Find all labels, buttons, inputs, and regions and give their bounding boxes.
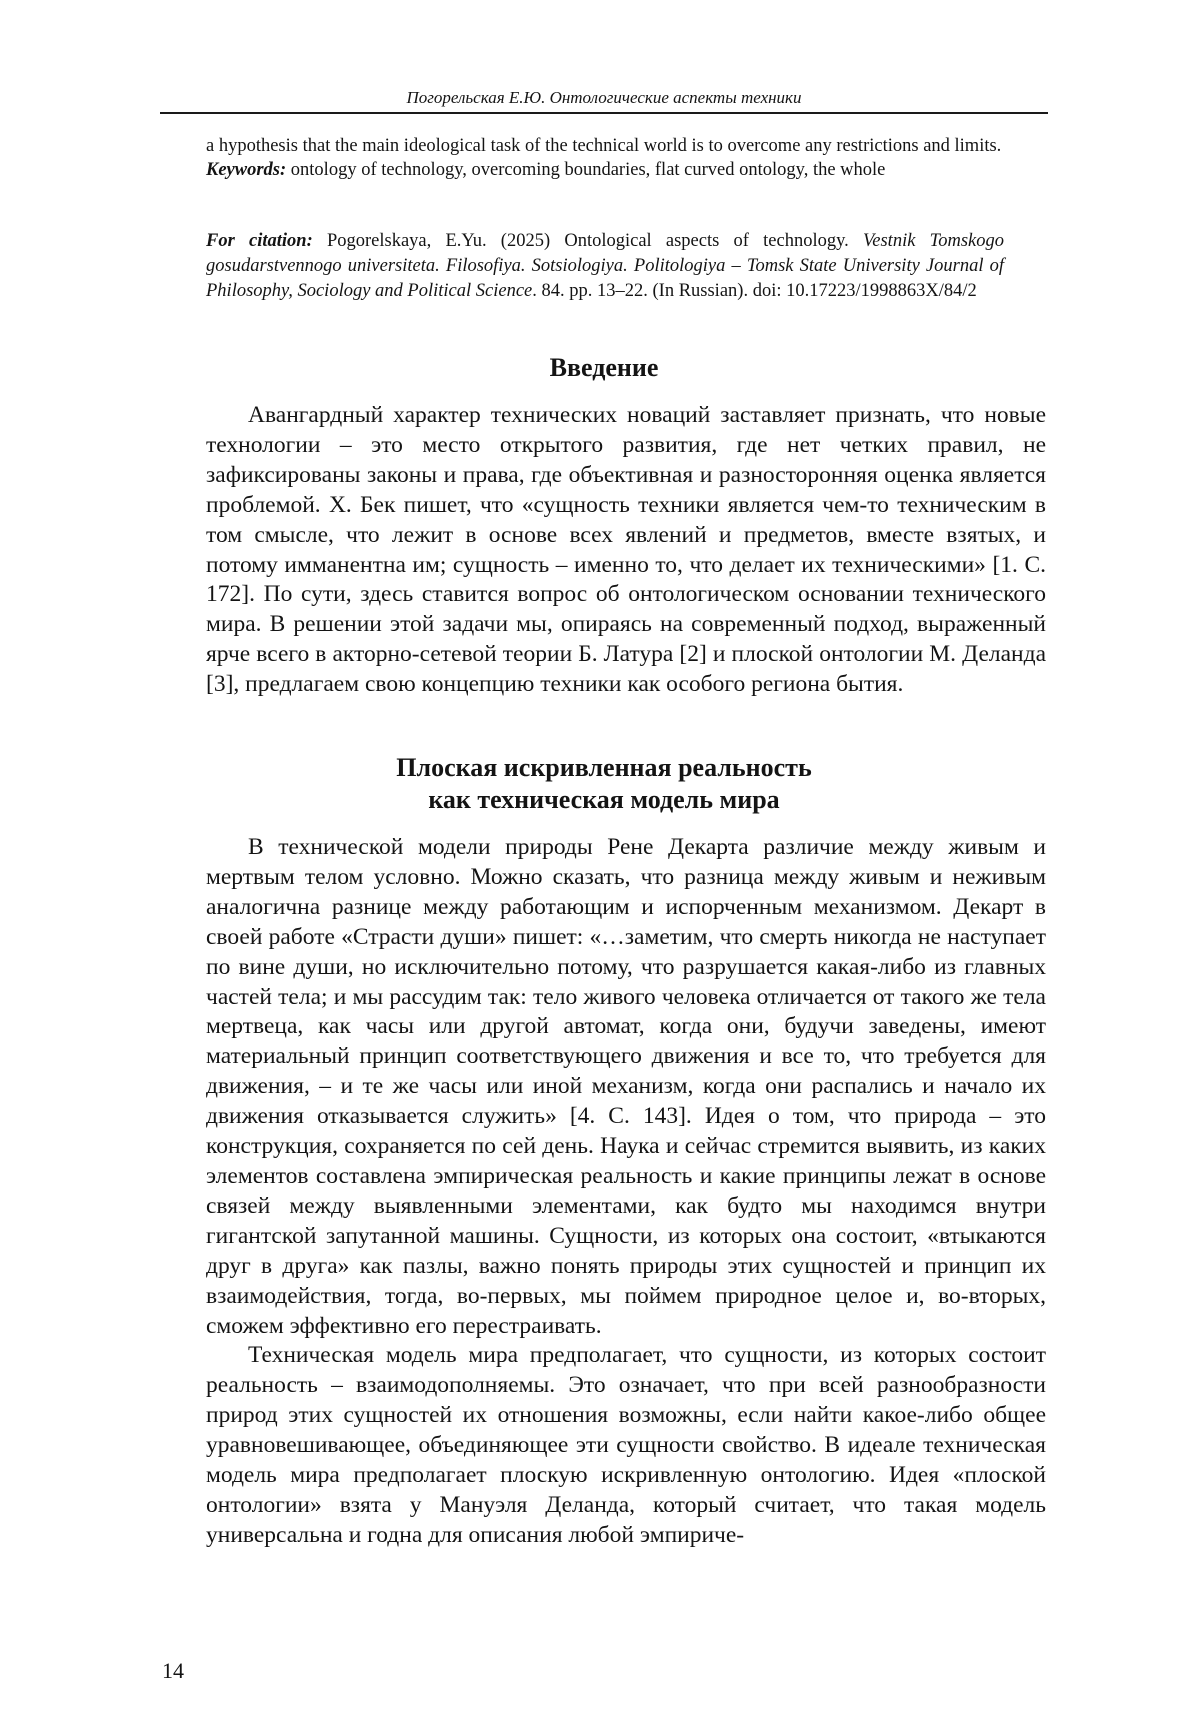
citation-details: . 84. pp. 13–22. (In Russian). doi: 10.17223/1998863X/84/2	[532, 281, 977, 301]
citation	[206, 229, 1004, 304]
header-rule	[160, 112, 1048, 114]
abstract-tail	[206, 134, 1004, 182]
page-number: 14	[162, 1658, 184, 1683]
keywords-list: ontology of technology, overcoming boundaries, flat curved ontology, the whole	[286, 160, 886, 180]
citation-journal: Vestnik Tomskogo gosudarstvennogo universiteta. Filosofiya. Sotsiologiya. Politologiya – Tomsk State University Journal of Philosophy, Sociology and Political Science	[206, 231, 1004, 301]
flat-reality-paragraph-1: В технической модели природы Рене Декарта различие между живым и мертвым телом условно. Можно сказать, что разница между живым и неживым аналогична разнице между работающим и испорченным механизмом. Декарт в своей работе «Страсти души» пишет: «…заметим, что смерть никогда не наступает по вине души, но исключительно потому, что разрушается какая-либо из главных частей тела; и мы рассудим так: тело живого человека отличается от такого же тела мертвеца, как часы или другой автомат, когда они, будучи заведены, имеют материальный принцип соответствующего движения и все то, что требуется для движения, – и те же часы или иной механизм, когда они распались и начало их движения отказывается служить» [4. С. 143]. Идея о том, что природа – это конструкция, сохраняется по сей день. Наука и сейчас стремится выявить, из каких элементов составлена эмпирическая реальность и какие принципы лежат в основе связей между выявленными элементами, как будто мы находимся внутри гигантской запутанной машины. Сущности, из которых она состоит, «втыкаются друг в друга» как пазлы, важно понять природы этих сущностей и принцип их взаимодействия, тогда, во-первых, мы поймем природное целое и, во-вторых, сможем эффективно его перестраивать.	[206, 834, 1046, 1339]
heading-line-2: как техническая модель мира	[428, 785, 780, 814]
flat-reality-paragraph-2: Техническая модель мира предполагает, что сущности, из которых состоит реальность – взаимодополняемы. Это означает, что при всей разнообразности природ этих сущностей их отношения возможны, если найти какое-либо общее уравновешивающее, объединяющее эти сущности свойство. В идеале техническая модель мира предполагает плоскую искривленную онтологию. Идея «плоской онтологии» взята у Мануэля Деланда, который считает, что такая модель универсальна и годна для описания любой эмпириче-	[206, 1342, 1046, 1548]
heading-line-1: Плоская искривленная реальность	[396, 753, 812, 782]
intro-section-body	[206, 401, 1046, 700]
section-heading-flat-reality	[160, 752, 1048, 816]
intro-paragraph: Авангардный характер технических новаций заставляет признать, что новые технологии – это место открытого развития, где нет четких правил, не зафиксированы законы и права, где объективная и разносторонняя оценка является проблемой. Х. Бек пишет, что «сущность техники является чем-то техническим в том смысле, что лежит в основе всех явлений и предметов, вместе взятых, и потому имманентна им; сущность – именно то, что делает их техническими» [1. С. 172]. По сути, здесь ставится вопрос об онтологическом основании технического мира. В решении этой задачи мы, опираясь на современный подход, выраженный ярче всего в акторно-сетевой теории Б. Латура [2] и плоской онтологии М. Деланда [3], предлагаем свою концепцию техники как особого региона бытия.	[206, 402, 1046, 698]
abstract-text: a hypothesis that the main ideological task of the technical world is to overcome any restrictions and limits.	[206, 136, 1002, 156]
keywords	[206, 158, 1004, 182]
citation-authors: Pogorelskaya, E.Yu. (2025) Ontological aspects of technology.	[312, 231, 864, 251]
flat-reality-section-body	[206, 833, 1046, 1551]
keywords-label: Keywords:	[206, 160, 287, 180]
running-header: Погорельская Е.Ю. Онтологические аспекты техники	[406, 88, 802, 107]
section-heading-intro: Введение	[549, 353, 659, 382]
citation-label: For citation:	[206, 231, 313, 251]
